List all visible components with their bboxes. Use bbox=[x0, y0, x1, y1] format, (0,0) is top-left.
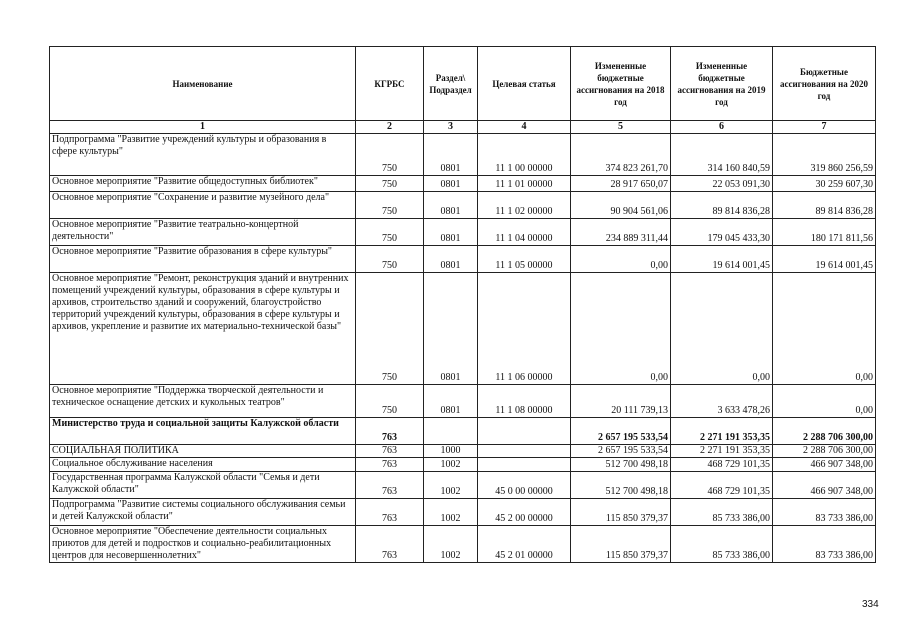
row-2019: 22 053 091,30 bbox=[671, 176, 773, 192]
row-kgrbs: 750 bbox=[356, 176, 424, 192]
row-2018: 90 904 561,06 bbox=[571, 192, 671, 219]
column-number: 7 bbox=[773, 121, 876, 134]
row-2020: 0,00 bbox=[773, 273, 876, 385]
row-kgrbs: 750 bbox=[356, 385, 424, 418]
table-row bbox=[50, 385, 876, 418]
row-kgrbs: 763 bbox=[356, 472, 424, 499]
page-number: 334 bbox=[862, 599, 879, 610]
row-2020: 180 171 811,56 bbox=[773, 219, 876, 246]
row-2020: 83 733 386,00 bbox=[773, 499, 876, 526]
row-2019: 2 271 191 353,35 bbox=[671, 418, 773, 445]
table-row bbox=[50, 273, 876, 385]
header-target: Целевая статья bbox=[478, 47, 571, 121]
table-header-row bbox=[50, 47, 876, 121]
header-section: Раздел\ Подраздел bbox=[424, 47, 478, 121]
row-name: Основное мероприятие "Ремонт, реконструкция зданий и внутренних помещений учреждений культуры, образования в сфере культуры и архивов, строительство зданий и сооружений, благоустройство территорий учреждений культуры, образования в сфере культуры и архивов, укрепление и развитие их материально-технической базы" bbox=[50, 273, 356, 385]
row-2020: 2 288 706 300,00 bbox=[773, 418, 876, 445]
row-kgrbs: 763 bbox=[356, 499, 424, 526]
row-section: 1002 bbox=[424, 472, 478, 499]
row-kgrbs: 750 bbox=[356, 134, 424, 176]
row-2018: 2 657 195 533,54 bbox=[571, 418, 671, 445]
row-target bbox=[478, 418, 571, 445]
row-section: 0801 bbox=[424, 192, 478, 219]
row-2018: 512 700 498,18 bbox=[571, 472, 671, 499]
row-name: Основное мероприятие "Развитие театрально-концертной деятельности" bbox=[50, 219, 356, 246]
row-2020: 466 907 348,00 bbox=[773, 472, 876, 499]
column-number: 1 bbox=[50, 121, 356, 134]
table-row bbox=[50, 219, 876, 246]
row-2019: 0,00 bbox=[671, 273, 773, 385]
row-section: 0801 bbox=[424, 246, 478, 273]
row-2019: 89 814 836,28 bbox=[671, 192, 773, 219]
row-2018: 2 657 195 533,54 bbox=[571, 445, 671, 458]
row-name: Государственная программа Калужской области "Семья и дети Калужской области" bbox=[50, 472, 356, 499]
row-2020: 30 259 607,30 bbox=[773, 176, 876, 192]
row-2019: 179 045 433,30 bbox=[671, 219, 773, 246]
header-2020: Бюджетные ассигнования на 2020 год bbox=[773, 47, 876, 121]
row-target: 11 1 05 00000 bbox=[478, 246, 571, 273]
row-target: 45 0 00 00000 bbox=[478, 472, 571, 499]
row-name: Министерство труда и социальной защиты Калужской области bbox=[50, 418, 356, 445]
row-kgrbs: 763 bbox=[356, 418, 424, 445]
row-kgrbs: 763 bbox=[356, 458, 424, 472]
header-2019: Измененные бюджетные ассигнования на 2019 год bbox=[671, 47, 773, 121]
column-number: 6 bbox=[671, 121, 773, 134]
row-target: 45 2 01 00000 bbox=[478, 526, 571, 563]
budget-table bbox=[49, 46, 876, 563]
row-name: Основное мероприятие "Обеспечение деятельности социальных приютов для детей и подростков и социально-реабилитационных центров для несовершеннолетних" bbox=[50, 526, 356, 563]
column-number: 2 bbox=[356, 121, 424, 134]
row-2019: 85 733 386,00 bbox=[671, 526, 773, 563]
row-2018: 234 889 311,44 bbox=[571, 219, 671, 246]
table-row bbox=[50, 134, 876, 176]
table-row bbox=[50, 418, 876, 445]
row-2019: 314 160 840,59 bbox=[671, 134, 773, 176]
row-kgrbs: 763 bbox=[356, 526, 424, 563]
row-2018: 512 700 498,18 bbox=[571, 458, 671, 472]
row-2019: 85 733 386,00 bbox=[671, 499, 773, 526]
row-name: Подпрограмма "Развитие системы социального обслуживания семьи и детей Калужской области" bbox=[50, 499, 356, 526]
row-section: 0801 bbox=[424, 219, 478, 246]
row-2018: 115 850 379,37 bbox=[571, 499, 671, 526]
row-section: 0801 bbox=[424, 385, 478, 418]
row-section: 0801 bbox=[424, 176, 478, 192]
table-row bbox=[50, 472, 876, 499]
row-target: 11 1 08 00000 bbox=[478, 385, 571, 418]
row-2018: 0,00 bbox=[571, 246, 671, 273]
column-number: 4 bbox=[478, 121, 571, 134]
row-target bbox=[478, 458, 571, 472]
table-row bbox=[50, 176, 876, 192]
row-target: 11 1 00 00000 bbox=[478, 134, 571, 176]
row-kgrbs: 763 bbox=[356, 445, 424, 458]
row-name: СОЦИАЛЬНАЯ ПОЛИТИКА bbox=[50, 445, 356, 458]
row-section: 1002 bbox=[424, 499, 478, 526]
row-name: Основное мероприятие "Развитие общедоступных библиотек" bbox=[50, 176, 356, 192]
row-2020: 83 733 386,00 bbox=[773, 526, 876, 563]
row-2020: 19 614 001,45 bbox=[773, 246, 876, 273]
row-name: Основное мероприятие "Развитие образования в сфере культуры" bbox=[50, 246, 356, 273]
row-2019: 468 729 101,35 bbox=[671, 458, 773, 472]
column-number-row bbox=[50, 121, 876, 134]
table-row bbox=[50, 246, 876, 273]
row-section bbox=[424, 418, 478, 445]
row-2019: 468 729 101,35 bbox=[671, 472, 773, 499]
row-2020: 466 907 348,00 bbox=[773, 458, 876, 472]
row-kgrbs: 750 bbox=[356, 192, 424, 219]
row-kgrbs: 750 bbox=[356, 273, 424, 385]
row-2019: 2 271 191 353,35 bbox=[671, 445, 773, 458]
table-row bbox=[50, 499, 876, 526]
row-section: 1002 bbox=[424, 526, 478, 563]
row-2020: 2 288 706 300,00 bbox=[773, 445, 876, 458]
column-number: 3 bbox=[424, 121, 478, 134]
row-2019: 19 614 001,45 bbox=[671, 246, 773, 273]
row-kgrbs: 750 bbox=[356, 246, 424, 273]
column-number: 5 bbox=[571, 121, 671, 134]
row-2019: 3 633 478,26 bbox=[671, 385, 773, 418]
table-body bbox=[50, 134, 876, 563]
row-name: Основное мероприятие "Поддержка творческой деятельности и техническое оснащение детских и кукольных театров" bbox=[50, 385, 356, 418]
table-row bbox=[50, 445, 876, 458]
row-target: 11 1 04 00000 bbox=[478, 219, 571, 246]
row-section: 0801 bbox=[424, 134, 478, 176]
table-row bbox=[50, 526, 876, 563]
row-2020: 89 814 836,28 bbox=[773, 192, 876, 219]
row-2020: 0,00 bbox=[773, 385, 876, 418]
row-target: 11 1 01 00000 bbox=[478, 176, 571, 192]
row-2018: 0,00 bbox=[571, 273, 671, 385]
header-2018: Измененные бюджетные ассигнования на 2018 год bbox=[571, 47, 671, 121]
header-kgrbs: КГРБС bbox=[356, 47, 424, 121]
row-kgrbs: 750 bbox=[356, 219, 424, 246]
row-2018: 115 850 379,37 bbox=[571, 526, 671, 563]
row-target bbox=[478, 445, 571, 458]
row-name: Социальное обслуживание населения bbox=[50, 458, 356, 472]
row-target: 45 2 00 00000 bbox=[478, 499, 571, 526]
row-target: 11 1 06 00000 bbox=[478, 273, 571, 385]
row-name: Подпрограмма "Развитие учреждений культуры и образования в сфере культуры" bbox=[50, 134, 356, 176]
row-section: 1002 bbox=[424, 458, 478, 472]
row-2020: 319 860 256,59 bbox=[773, 134, 876, 176]
table-row bbox=[50, 458, 876, 472]
header-name: Наименование bbox=[50, 47, 356, 121]
row-name: Основное мероприятие "Сохранение и развитие музейного дела" bbox=[50, 192, 356, 219]
row-2018: 28 917 650,07 bbox=[571, 176, 671, 192]
row-section: 1000 bbox=[424, 445, 478, 458]
table-row bbox=[50, 192, 876, 219]
row-2018: 374 823 261,70 bbox=[571, 134, 671, 176]
row-section: 0801 bbox=[424, 273, 478, 385]
row-target: 11 1 02 00000 bbox=[478, 192, 571, 219]
row-2018: 20 111 739,13 bbox=[571, 385, 671, 418]
